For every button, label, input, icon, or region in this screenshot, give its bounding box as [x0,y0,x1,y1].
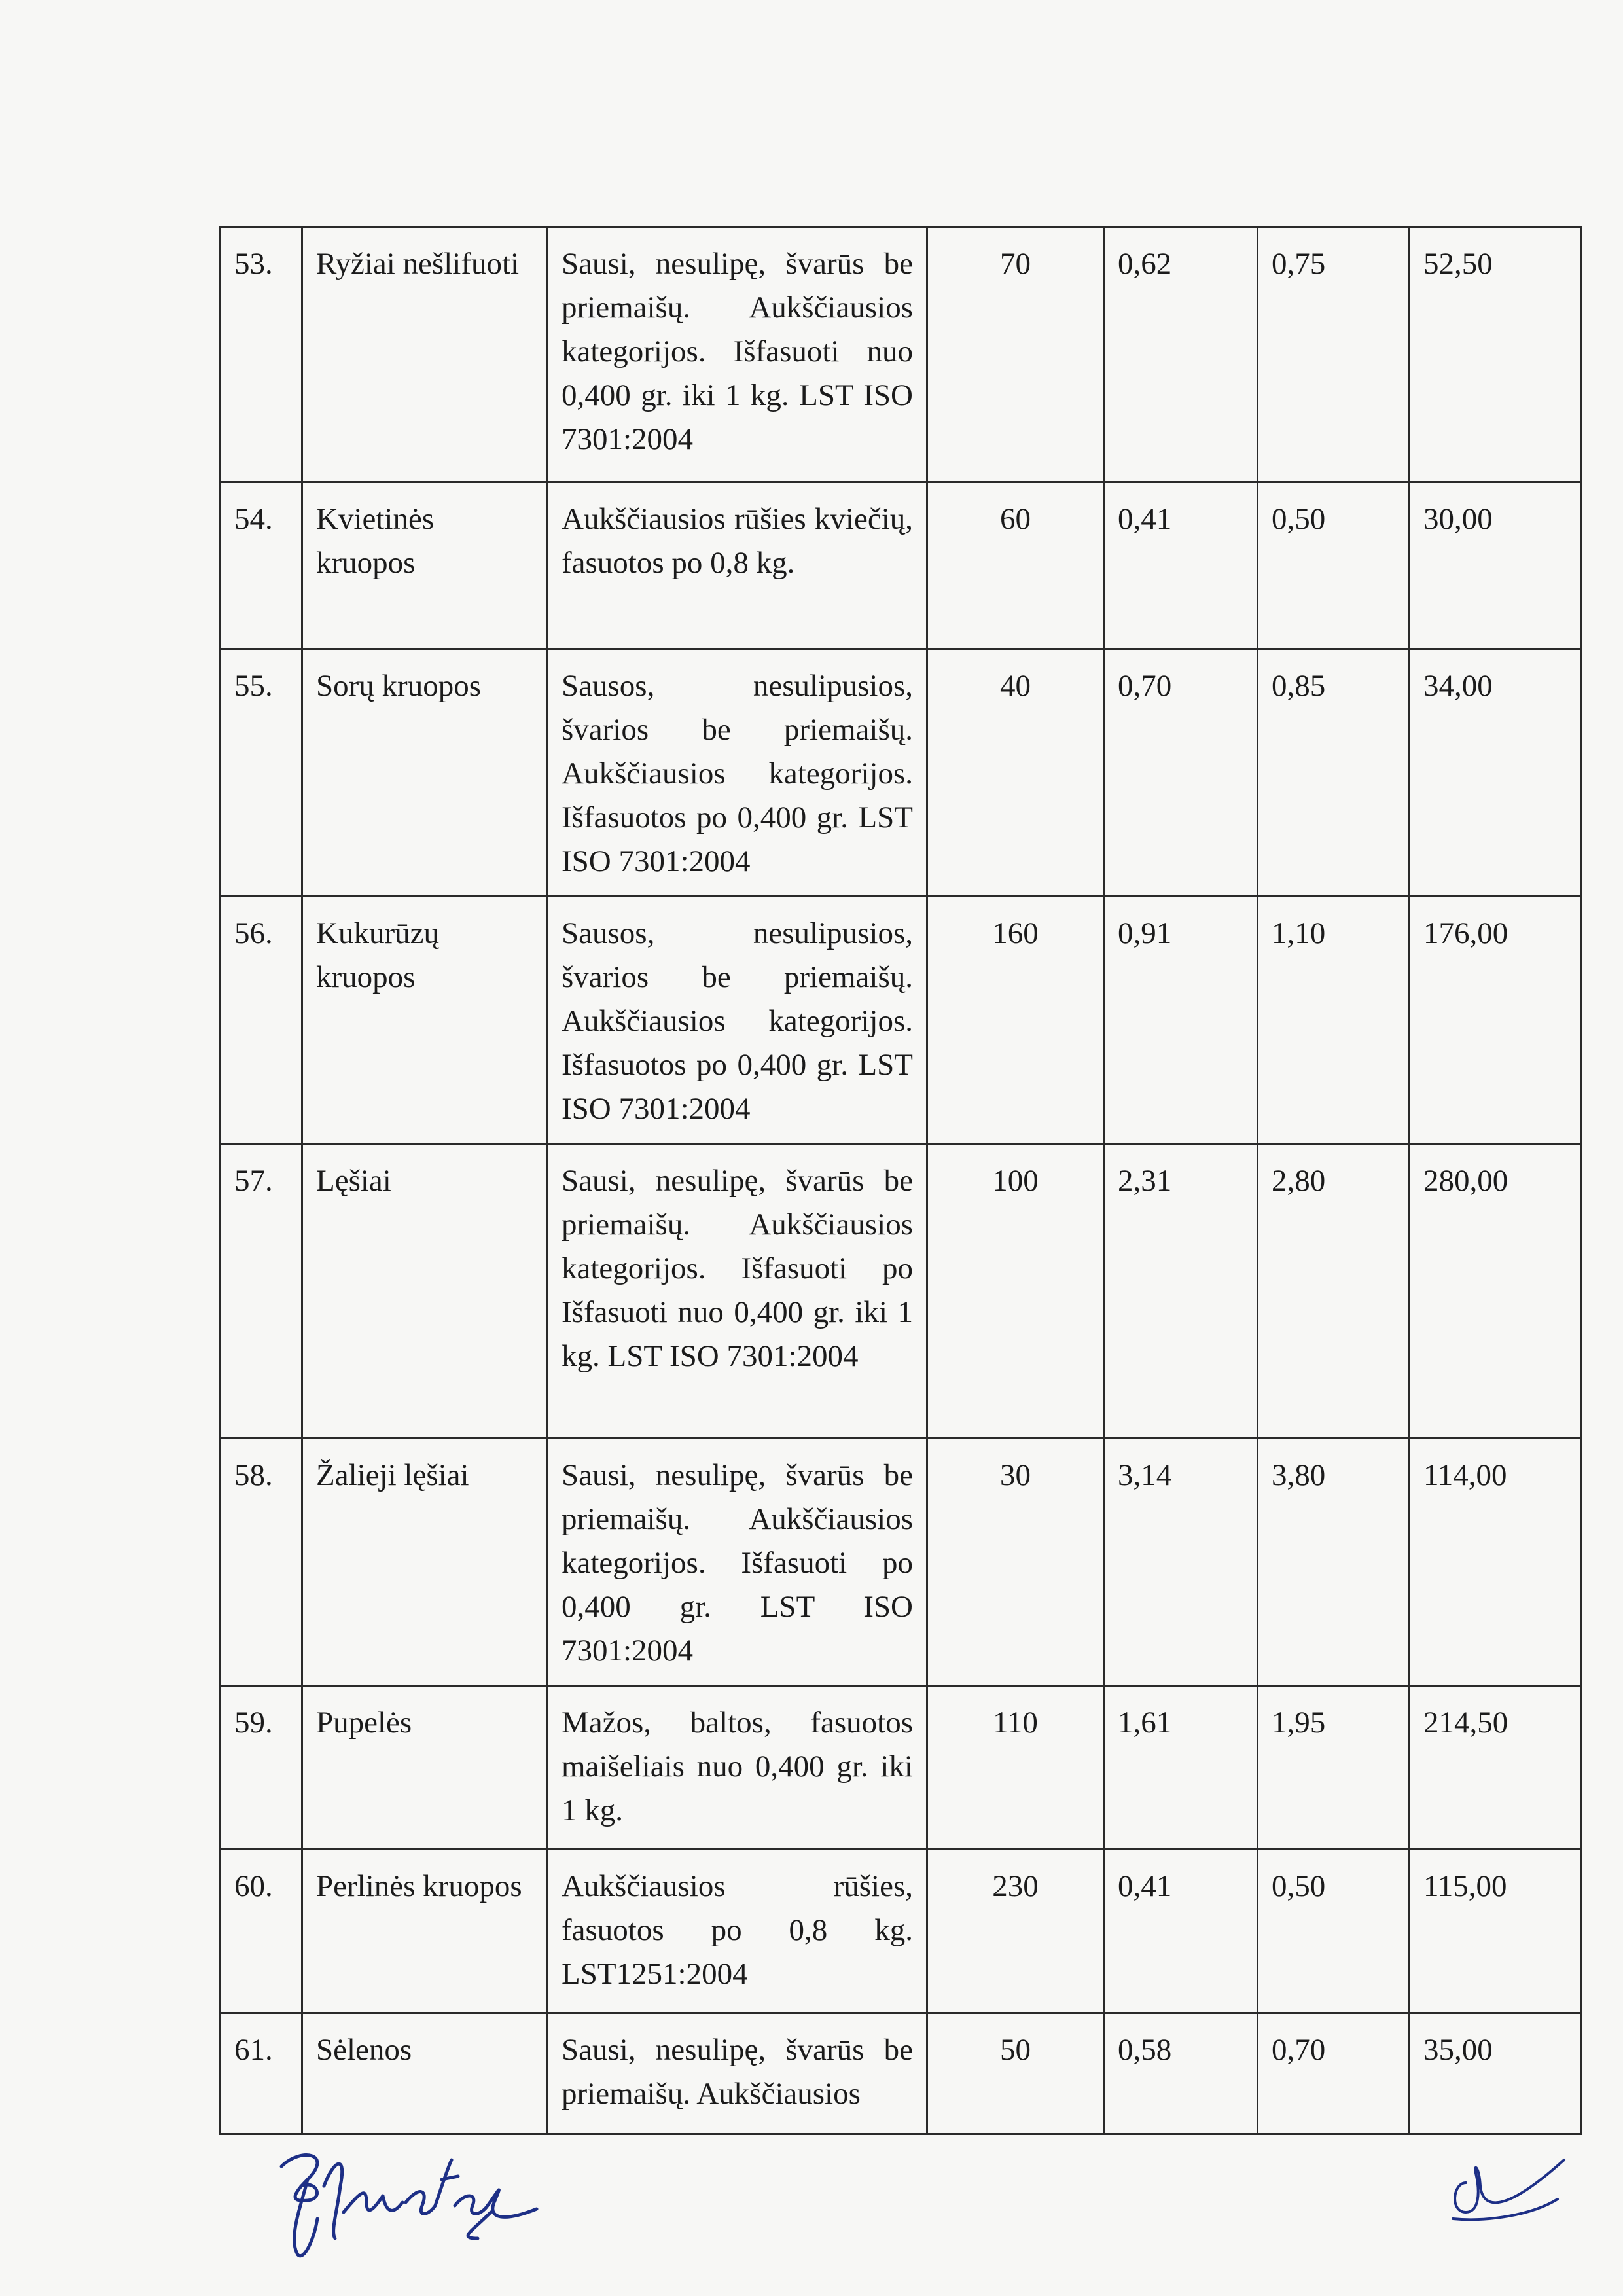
product-description: Sausi, nesulipę, švarūs be priemaišų. Aukščiausios kategorijos. Išfasuoti po Išfasuoti nuo 0,400 gr. iki 1 kg. LST ISO 7301:2004 [548,1144,927,1439]
unit-price-with-vat: 1,95 [1258,1686,1410,1850]
table-row [221,897,1582,1144]
quantity: 50 [927,2013,1104,2134]
product-description: Sausos, nesulipusios, švarios be priemaišų. Aukščiausios kategorijos. Išfasuotos po 0,400 gr. LST ISO 7301:2004 [548,649,927,897]
table-row [221,482,1582,649]
product-description: Aukščiausios rūšies kviečių, fasuotos po 0,8 kg. [548,482,927,649]
unit-price: 0,91 [1104,897,1258,1144]
unit-price-with-vat: 1,10 [1258,897,1410,1144]
handwritten-signature [262,2140,550,2265]
unit-price: 0,41 [1104,1850,1258,2013]
total-sum: 214,50 [1410,1686,1582,1850]
unit-price: 0,58 [1104,2013,1258,2134]
product-description: Sausi, nesulipę, švarūs be priemaišų. Aukščiausios [548,2013,927,2134]
quantity: 60 [927,482,1104,649]
row-number: 60. [221,1850,302,2013]
product-name: Ryžiai nešlifuoti [302,227,548,482]
table-row [221,649,1582,897]
row-number: 55. [221,649,302,897]
quantity: 40 [927,649,1104,897]
unit-price-with-vat: 0,85 [1258,649,1410,897]
table-row [221,1686,1582,1850]
product-description: Sausi, nesulipę, švarūs be priemaišų. Aukščiausios kategorijos. Išfasuoti nuo 0,400 gr. iki 1 kg. LST ISO 7301:2004 [548,227,927,482]
unit-price: 3,14 [1104,1439,1258,1686]
unit-price-with-vat: 0,50 [1258,482,1410,649]
product-table [219,226,1582,2135]
quantity: 100 [927,1144,1104,1439]
unit-price: 2,31 [1104,1144,1258,1439]
unit-price: 0,62 [1104,227,1258,482]
quantity: 230 [927,1850,1104,2013]
row-number: 59. [221,1686,302,1850]
table-row [221,2013,1582,2134]
quantity: 30 [927,1439,1104,1686]
total-sum: 34,00 [1410,649,1582,897]
unit-price-with-vat: 0,75 [1258,227,1410,482]
product-name: Kukurūzų kruopos [302,897,548,1144]
row-number: 57. [221,1144,302,1439]
total-sum: 35,00 [1410,2013,1582,2134]
unit-price: 0,70 [1104,649,1258,897]
signature-strokes [281,2155,537,2256]
initials-mark [1440,2121,1571,2238]
table-row [221,1439,1582,1686]
product-name: Žalieji lęšiai [302,1439,548,1686]
initials-strokes [1453,2160,1564,2219]
product-description: Aukščiausios rūšies, fasuotos po 0,8 kg. LST1251:2004 [548,1850,927,2013]
product-name: Lęšiai [302,1144,548,1439]
unit-price: 0,41 [1104,482,1258,649]
quantity: 70 [927,227,1104,482]
product-name: Pupelės [302,1686,548,1850]
unit-price-with-vat: 0,50 [1258,1850,1410,2013]
unit-price-with-vat: 2,80 [1258,1144,1410,1439]
product-name: Sėlenos [302,2013,548,2134]
total-sum: 114,00 [1410,1439,1582,1686]
total-sum: 280,00 [1410,1144,1582,1439]
total-sum: 176,00 [1410,897,1582,1144]
product-description: Sausi, nesulipę, švarūs be priemaišų. Aukščiausios kategorijos. Išfasuoti po 0,400 gr. LST ISO 7301:2004 [548,1439,927,1686]
product-name: Sorų kruopos [302,649,548,897]
table-row [221,1850,1582,2013]
row-number: 61. [221,2013,302,2134]
total-sum: 115,00 [1410,1850,1582,2013]
table-row [221,227,1582,482]
row-number: 54. [221,482,302,649]
row-number: 53. [221,227,302,482]
total-sum: 52,50 [1410,227,1582,482]
quantity: 160 [927,897,1104,1144]
row-number: 58. [221,1439,302,1686]
unit-price: 1,61 [1104,1686,1258,1850]
unit-price-with-vat: 3,80 [1258,1439,1410,1686]
unit-price-with-vat: 0,70 [1258,2013,1410,2134]
product-name: Perlinės kruopos [302,1850,548,2013]
table-row [221,1144,1582,1439]
product-name: Kvietinės kruopos [302,482,548,649]
quantity: 110 [927,1686,1104,1850]
row-number: 56. [221,897,302,1144]
product-description: Mažos, baltos, fasuotos maišeliais nuo 0,400 gr. iki 1 kg. [548,1686,927,1850]
total-sum: 30,00 [1410,482,1582,649]
product-description: Sausos, nesulipusios, švarios be priemaišų. Aukščiausios kategorijos. Išfasuotos po 0,400 gr. LST ISO 7301:2004 [548,897,927,1144]
